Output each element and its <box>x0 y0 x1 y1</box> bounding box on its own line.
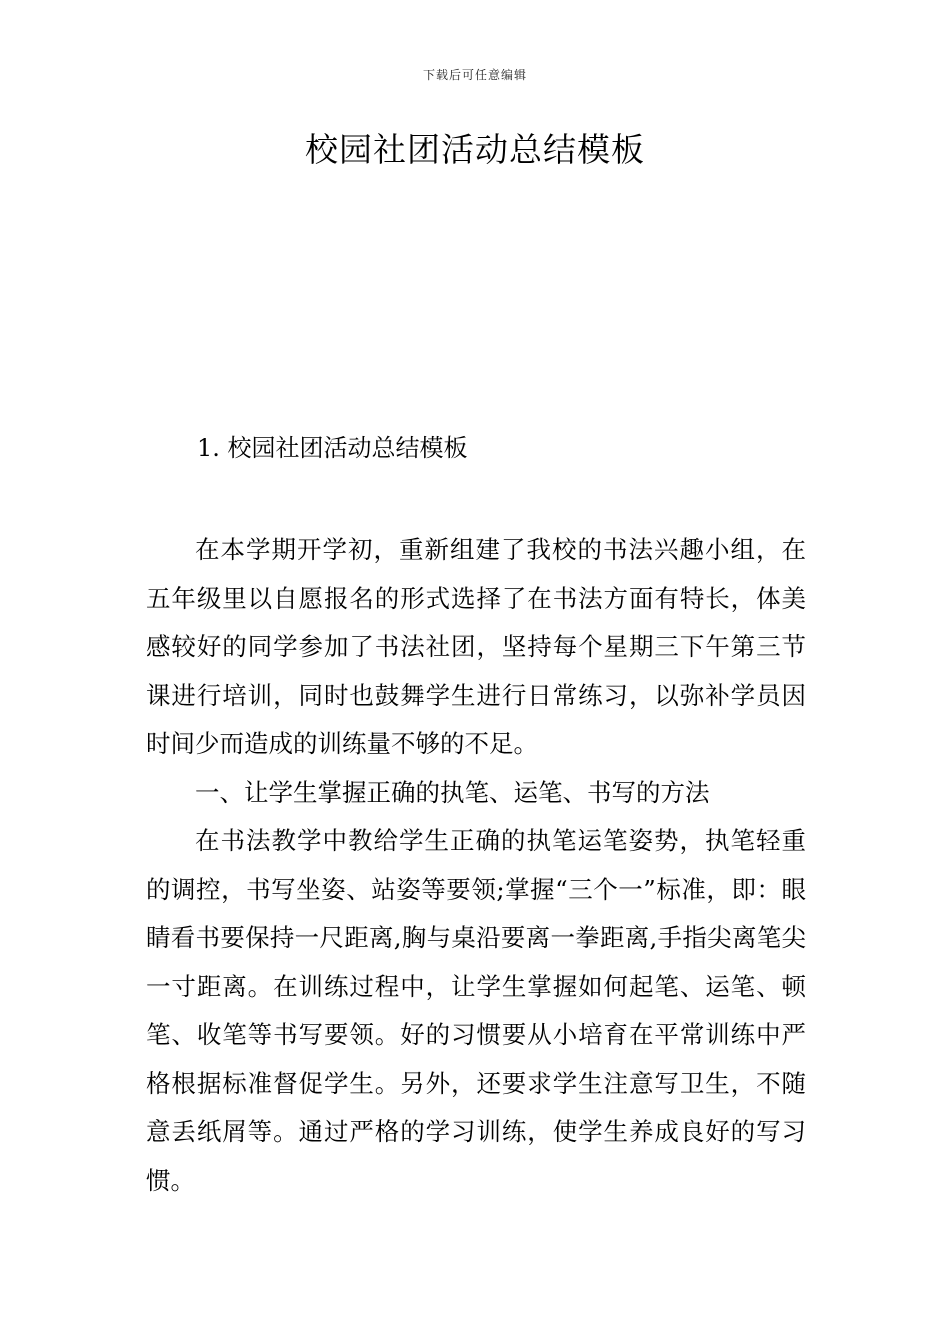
paragraph-subheading: 一、让学生掌握正确的执笔、运笔、书写的方法 <box>195 777 710 807</box>
document-title: 校园社团活动总结模板 <box>305 130 645 169</box>
section-heading: 1. 校园社团活动总结模板 <box>197 434 468 462</box>
paragraph-method: 在书法教学中教给学生正确的执笔运笔姿势，执笔轻重的调控，书写坐姿、站姿等要领;掌握“三个一”标准，即：眼睛看书要保持一尺距离,胸与桌沿要离一拳距离,手指尖离笔尖一寸距离。在训练过程中，让学生掌握如何起笔、运笔、顿笔、收笔等书写要领。好的习惯要从小培育在平常训练中严格根据标准督促学生。另外，还要求学生注意写卫生，不随意丢纸屑等。通过严格的学习训练，使学生养成良好的写习惯。 <box>146 826 806 1195</box>
header-note: 下载后可任意编辑 <box>422 68 527 82</box>
paragraph-intro: 在本学期开学初，重新组建了我校的书法兴趣小组，在五年级里以自愿报名的形式选择了在书法方面有特长，体美感较好的同学参加了书法社团，坚持每个星期三下午第三节课进行培训，同时也鼓舞学生进行日常练习，以弥补学员因时间少而造成的训练量不够的不足。 <box>146 535 806 758</box>
body-text <box>146 526 806 1205</box>
